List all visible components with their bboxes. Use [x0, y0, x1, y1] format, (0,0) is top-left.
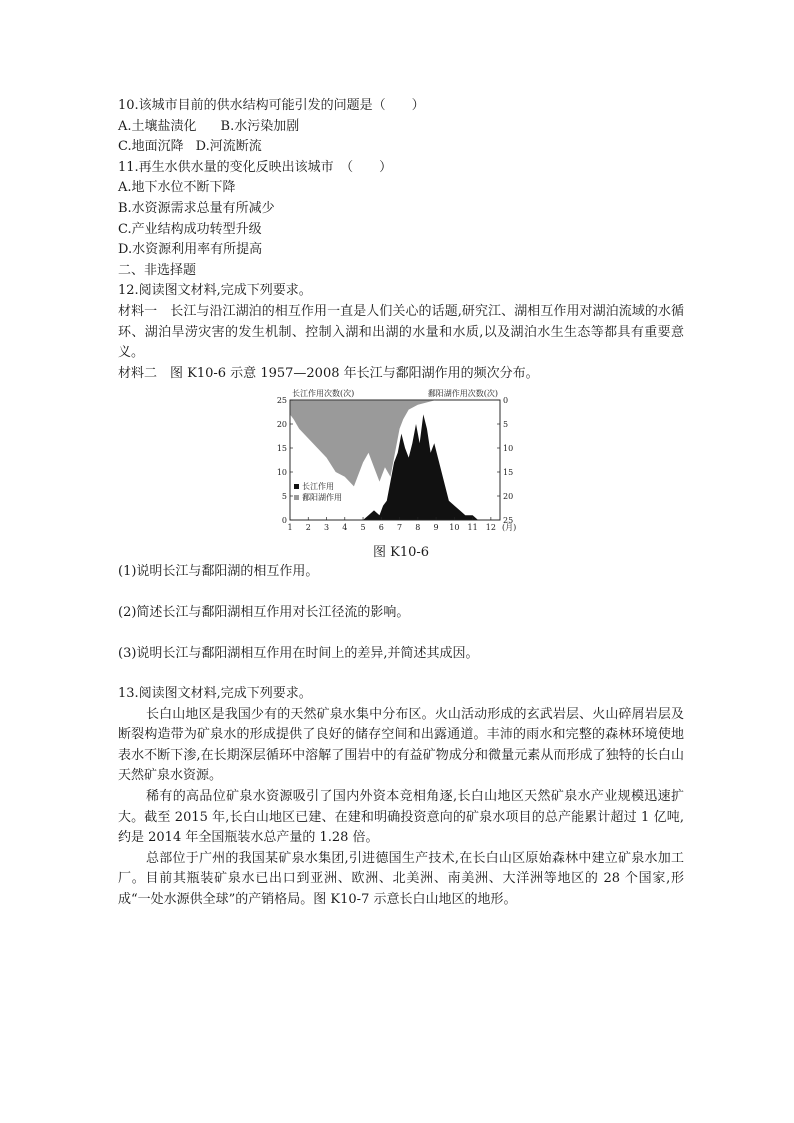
x-tick-label: 7 — [397, 523, 403, 533]
x-tick-label: 2 — [305, 523, 311, 533]
right-tick-label: 0 — [503, 396, 509, 406]
q10-stem: 10.该城市目前的供水结构可能引发的问题是（ ） — [118, 98, 425, 113]
q13-paragraph1: 长白山地区是我国少有的天然矿泉水集中分布区。火山活动形成的玄武岩层、火山碎屑岩层及断裂构造带为矿泉水的形成提供了良好的储存空间和出露通道。丰沛的雨水和完整的森林环境使地表水不断下渗,在长期深层循环中溶解了围岩中的有益矿物成分和微量元素从而形成了独特的长白山天然矿泉水资源。 — [118, 706, 684, 784]
x-tick-label: 8 — [415, 523, 421, 533]
q12-stem: 12.阅读图文材料,完成下列要求。 — [118, 283, 312, 299]
left-tick-label: 0 — [281, 516, 287, 526]
figure-caption: 图 K10-6 — [372, 545, 430, 561]
q13-paragraph2: 稀有的高品位矿泉水资源吸引了国内外资本竞相角逐,长白山地区天然矿泉水产业规模迅速扩大。截至 2015 年,长白山地区已建、在建和明确投资意向的矿泉水项目的总产能累计超过 1 亿吨,约是 2014 年全国瓶装水总产量的 1.28 倍。 — [118, 789, 684, 846]
q12-sub1: (1)说明长江与鄱阳湖的相互作用。 — [118, 564, 319, 580]
right-tick-label: 25 — [503, 516, 514, 526]
legend-swatch-changjiang — [294, 484, 299, 489]
left-tick-label: 20 — [276, 420, 287, 430]
q10-option-a: A.土壤盐渍化 — [118, 118, 197, 134]
x-tick-label: 11 — [467, 523, 478, 533]
worksheet-page — [118, 96, 684, 911]
x-tick-label: 1 — [287, 523, 293, 533]
q11-option-d: D.水资源利用率有所提高 — [118, 242, 263, 258]
left-tick-label: 15 — [276, 444, 287, 454]
left-axis-label: 长江作用次数(次) — [292, 389, 355, 399]
x-tick-label: 9 — [433, 523, 439, 533]
q12-sub3: (3)说明长江与鄱阳湖相互作用在时间上的差异,并简述其成因。 — [118, 645, 479, 661]
right-tick-label: 10 — [503, 444, 514, 454]
q10-options-row2 — [118, 137, 684, 158]
x-tick-label: 4 — [342, 523, 348, 533]
right-axis-label: 鄱阳湖作用次数(次) — [427, 389, 498, 399]
q13-stem: 13.阅读图文材料,完成下列要求。 — [118, 686, 312, 702]
q11-stem: 11.再生水供水量的变化反映出该城市 （ ） — [118, 159, 393, 175]
right-tick-label: 15 — [503, 468, 514, 478]
q10-option-b: B.水污染加剧 — [220, 118, 300, 134]
q10-option-d: D.河流断流 — [195, 139, 262, 155]
legend-swatch-poyang — [294, 495, 299, 500]
q10-option-c: C.地面沉降 — [118, 139, 184, 155]
q12-material2: 材料二 图 K10-6 示意 1957—2008 年长江与鄱阳湖作用的频次分布。 — [118, 365, 539, 381]
q12-material1: 材料一 长江与沿江湖泊的相互作用一直是人们关心的话题,研究江、湖相互作用对湖泊流域的水循环、湖泊旱涝灾害的发生机制、控制入湖和出湖的水量和水质,以及湖泊水生生态等都具有重要意义。 — [118, 303, 684, 361]
legend-label-changjiang: 长江作用 — [302, 482, 334, 492]
left-tick-label: 25 — [276, 396, 287, 406]
figure-k10-6 — [118, 386, 684, 572]
right-tick-label: 5 — [503, 420, 509, 430]
left-tick-label: 5 — [281, 492, 287, 502]
q11-option-b: B.水资源需求总量有所减少 — [118, 200, 275, 216]
x-tick-label: 5 — [360, 523, 366, 533]
q12-sub2: (2)简述长江与鄱阳湖相互作用对长江径流的影响。 — [118, 604, 410, 620]
x-unit-label: (月) — [502, 523, 517, 533]
left-tick-label: 10 — [276, 468, 287, 478]
q11-option-c: C.产业结构成功转型升级 — [118, 221, 262, 237]
section-heading: 二、非选择题 — [118, 262, 197, 278]
x-tick-label: 6 — [378, 523, 384, 533]
x-tick-label: 10 — [449, 523, 460, 533]
right-tick-label: 20 — [503, 492, 514, 502]
legend-label-poyang: 鄱阳湖作用 — [302, 493, 342, 503]
x-tick-label: 12 — [485, 523, 496, 533]
x-tick-label: 3 — [323, 523, 330, 533]
frequency-chart — [268, 386, 528, 546]
q11-option-a: A.地下水位不断下降 — [118, 180, 236, 196]
q13-paragraph3: 总部位于广州的我国某矿泉水集团,引进德国生产技术,在长白山区原始森林中建立矿泉水加工厂。目前其瓶装矿泉水已出口到亚洲、欧洲、北美洲、南美洲、大洋洲等地区的 28 个国家,形成“一处水源供全球”的产销格局。图 K10-7 示意长白山地区的地形。 — [118, 850, 684, 908]
q10-options-row1 — [118, 117, 684, 138]
